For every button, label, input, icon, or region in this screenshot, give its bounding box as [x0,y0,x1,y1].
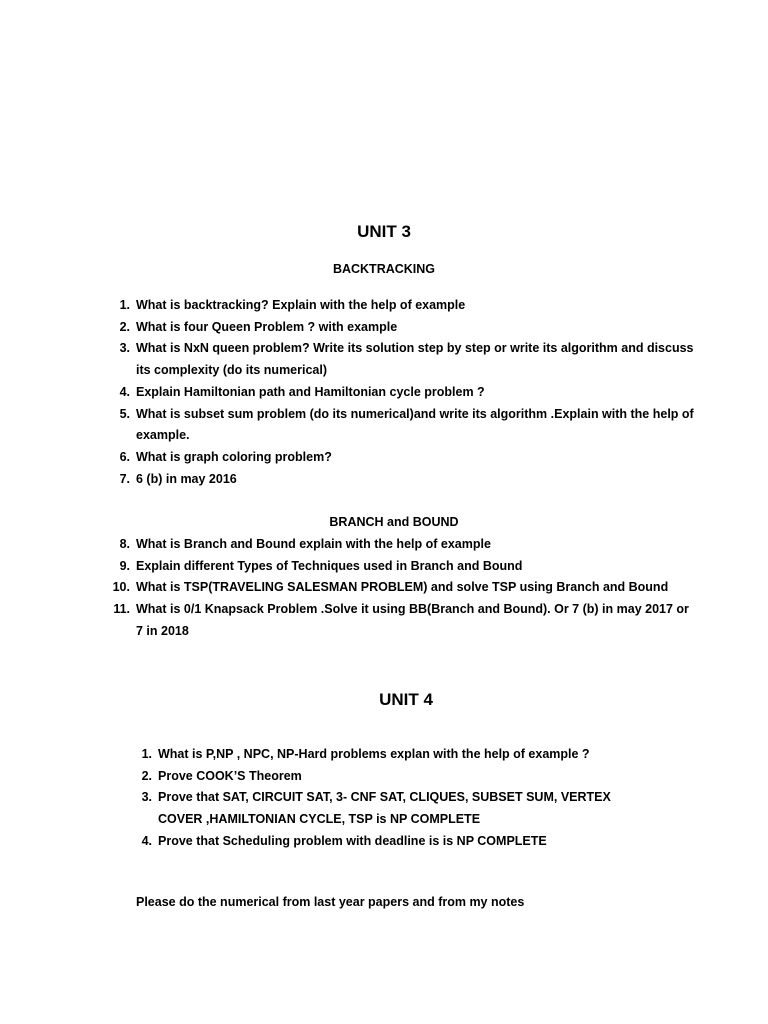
question-text: What is subset sum problem (do its numerical)and write its algorithm .Explain with the help of example. [136,406,694,443]
backtracking-heading: BACKTRACKING [332,262,436,276]
question-number: 5. [119,406,130,421]
question-text: What is backtracking? Explain with the help of example [136,298,466,312]
backtracking-question-list [119,295,696,490]
question-text: What is P,NP , NPC, NP-Hard problems explan with the help of example ? [158,747,590,761]
question-number: 8. [119,537,130,551]
question-number: 1. [141,747,152,761]
question-item [141,744,628,766]
question-item [113,599,696,642]
unit-4-title: UNIT 4 [379,690,433,709]
question-item [119,404,696,447]
question-text: What is TSP(TRAVELING SALESMAN PROBLEM) and solve TSP using Branch and Bound [136,580,669,595]
question-item [119,556,696,578]
branch-and-bound-question-list [112,534,696,643]
question-number: 10. [112,580,130,595]
question-item [119,295,696,317]
closing-note: Please do the numerical from last year papers and from my notes [136,895,525,909]
question-item [141,787,628,830]
question-item [112,577,696,599]
question-text: Explain Hamiltonian path and Hamiltonian cycle problem ? [136,384,485,399]
question-number: 6. [119,449,130,464]
question-number: 3. [119,341,130,356]
question-item [141,766,628,788]
question-number: 4. [119,384,130,399]
question-item [119,534,696,556]
question-item [119,317,696,339]
question-item [119,382,696,404]
question-text: What is Branch and Bound explain with the help of example [136,537,491,551]
question-number: 2. [119,319,130,334]
unit-3-title: UNIT 3 [357,222,411,241]
question-text: Prove COOK’S Theorem [158,768,302,783]
question-number: 1. [119,298,130,312]
question-text: Prove that SAT, CIRCUIT SAT, 3- CNF SAT, CLIQUES, SUBSET SUM, VERTEX COVER ,HAMILTONIAN CYCLE, TSP is NP COMPLETE [158,790,611,827]
question-item [119,338,696,381]
question-text: Explain different Types of Techniques used in Branch and Bound [136,558,523,573]
question-number: 7. [119,471,130,486]
unit-4-question-list [141,744,628,853]
question-text: 6 (b) in may 2016 [136,471,237,486]
question-text: What is graph coloring problem? [136,449,332,464]
question-text: What is 0/1 Knapsack Problem .Solve it using BB(Branch and Bound). Or 7 (b) in may 2017 or 7 in 2018 [136,602,689,638]
question-number: 9. [119,558,130,573]
question-text: What is NxN queen problem? Write its solution step by step or write its algorithm and discuss its complexity (do its numerical) [136,341,694,378]
question-text: What is four Queen Problem ? with example [136,319,398,334]
question-item [141,831,628,853]
question-text: Prove that Scheduling problem with deadline is is NP COMPLETE [158,833,547,848]
question-number: 11. [113,602,130,617]
question-item [119,447,696,469]
question-number: 4. [141,833,152,848]
question-item [119,469,696,491]
question-number: 3. [141,790,152,805]
question-number: 2. [141,768,152,783]
branch-and-bound-heading: BRANCH and BOUND [329,515,459,529]
